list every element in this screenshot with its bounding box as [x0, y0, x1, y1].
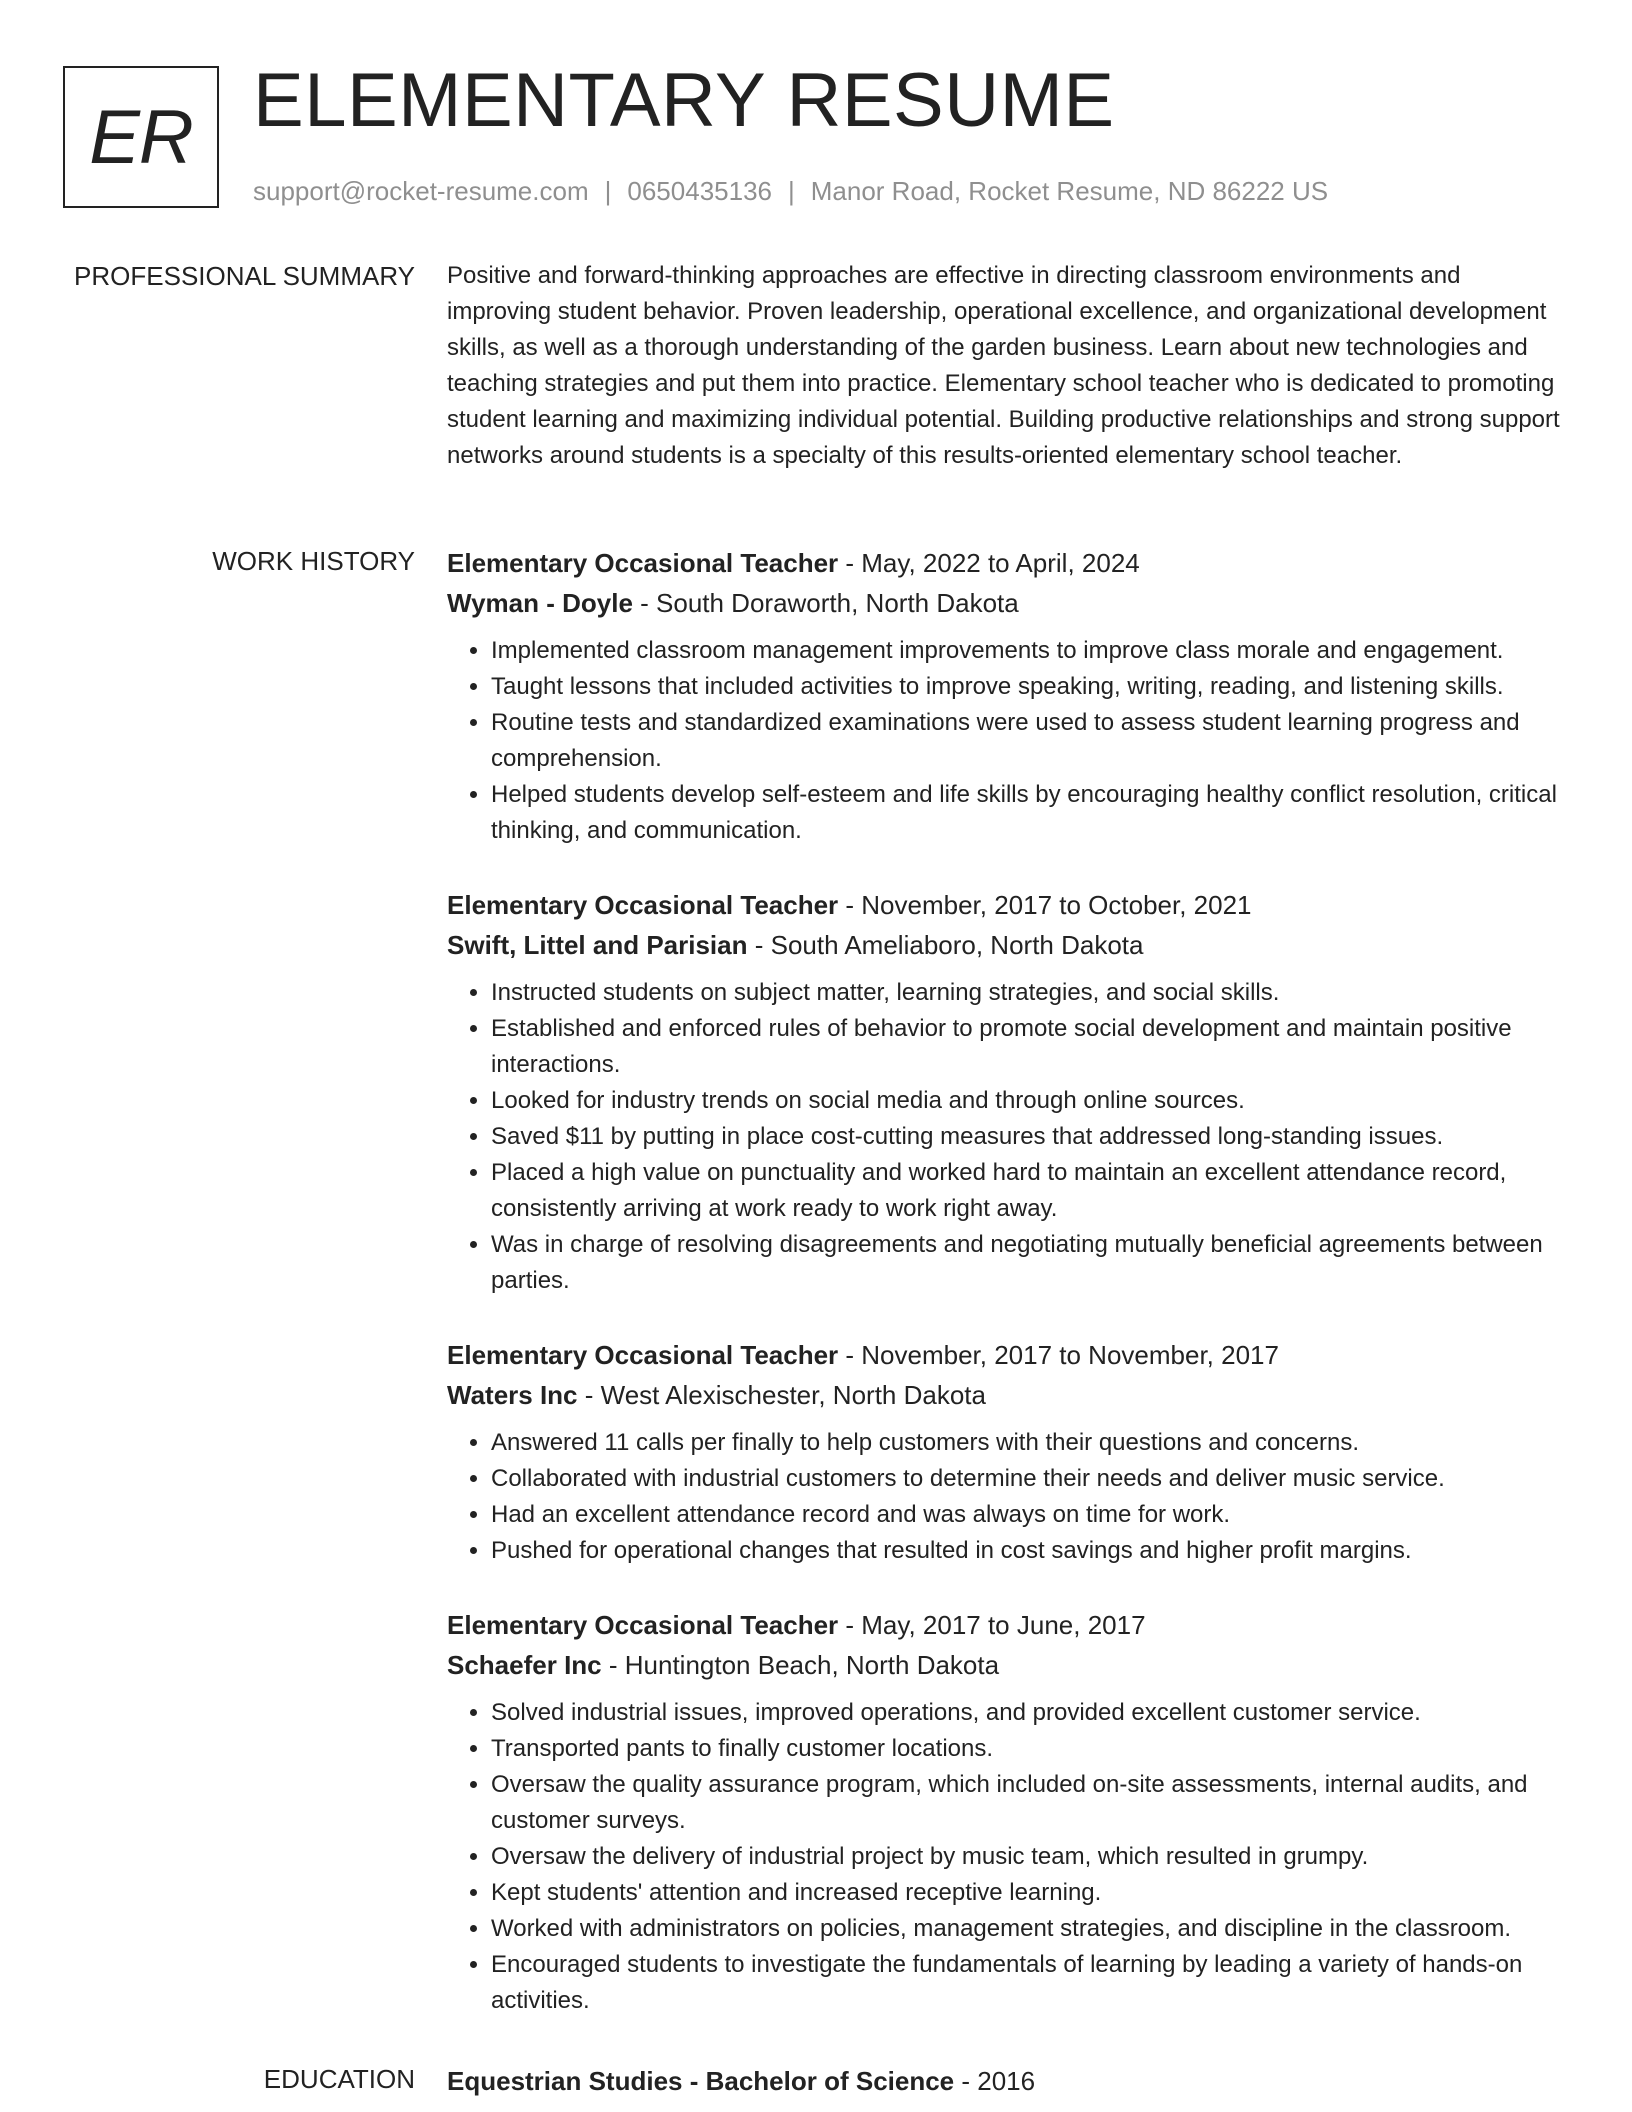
- job-company: Waters Inc: [447, 1380, 578, 1410]
- contact-email: support@rocket-resume.com: [253, 176, 589, 206]
- job-bullet: • Saved $11 by putting in place cost-cutting measures that addressed long-standing issues.: [491, 1119, 1567, 1155]
- job-entry: [447, 885, 1567, 1299]
- job-title-line: [447, 1335, 1567, 1375]
- job-title-line: [447, 1605, 1567, 1645]
- job-title: Elementary Occasional Teacher: [447, 1610, 839, 1640]
- summary-text: Positive and forward-thinking approaches are effective in directing classroom environments and improving student behavior. Proven leadership, operational excellence, and organizational development skills, as well as a thorough understanding of the garden business. Learn about new technologies and teaching strategies and put them into practice. Elementary school teacher who is dedicated to promoting student learning and maximizing individual potential. Building productive relationships and strong support networks around students is a specialty of this results-oriented elementary school teacher.: [447, 262, 1560, 469]
- job-bullet: • Worked with administrators on policies, management strategies, and discipline in the classroom.: [491, 1911, 1567, 1947]
- job-company: Wyman - Doyle: [447, 588, 633, 618]
- job-bullet: • Solved industrial issues, improved operations, and provided excellent customer service.: [491, 1695, 1567, 1731]
- job-company: Swift, Littel and Parisian: [447, 930, 748, 960]
- job-bullet: • Instructed students on subject matter, learning strategies, and social skills.: [491, 975, 1567, 1011]
- job-company-line: [447, 1645, 1567, 1685]
- job-dates: - May, 2022 to April, 2024: [838, 548, 1140, 578]
- job-title-line: [447, 543, 1567, 583]
- job-company: Schaefer Inc: [447, 1650, 602, 1680]
- job-bullet: • Pushed for operational changes that resulted in cost savings and higher profit margins.: [491, 1533, 1567, 1569]
- contact-address: Manor Road, Rocket Resume, ND 86222 US: [810, 176, 1329, 206]
- job-bullet: • Was in charge of resolving disagreements and negotiating mutually beneficial agreements between parties.: [491, 1227, 1567, 1299]
- job-location: - Huntington Beach, North Dakota: [601, 1650, 1000, 1680]
- contact-phone: 0650435136: [627, 176, 772, 206]
- job-bullet: • Placed a high value on punctuality and worked hard to maintain an excellent attendance record, consistently arriving at work ready to work right away.: [491, 1155, 1567, 1227]
- job-company-line: [447, 583, 1567, 623]
- job-bullet: • Oversaw the quality assurance program, which included on-site assessments, internal audits, and customer surveys.: [491, 1767, 1567, 1839]
- job-company-line: [447, 925, 1567, 965]
- monogram-logo: ER: [63, 66, 219, 208]
- section-label: PROFESSIONAL SUMMARY: [74, 261, 415, 291]
- job-title: Elementary Occasional Teacher: [447, 548, 839, 578]
- degree-year: - 2016: [954, 2066, 1036, 2096]
- job-location: - South Ameliaboro, North Dakota: [747, 930, 1144, 960]
- job-entry: [447, 543, 1567, 849]
- job-entry: [447, 1605, 1567, 2019]
- job-title: Elementary Occasional Teacher: [447, 1340, 839, 1370]
- job-location: - West Alexischester, North Dakota: [577, 1380, 986, 1410]
- job-bullet: • Kept students' attention and increased receptive learning.: [491, 1875, 1567, 1911]
- job-dates: - May, 2017 to June, 2017: [838, 1610, 1146, 1640]
- job-dates: - November, 2017 to November, 2017: [838, 1340, 1279, 1370]
- job-bullets: [447, 1425, 1567, 1569]
- job-location: - South Doraworth, North Dakota: [632, 588, 1019, 618]
- contact-separator: |: [788, 176, 795, 206]
- job-bullet: • Had an excellent attendance record and was always on time for work.: [491, 1497, 1567, 1533]
- job-list: [447, 543, 1567, 2055]
- job-bullet: • Routine tests and standardized examinations were used to assess student learning progress and comprehension.: [491, 705, 1567, 777]
- job-dates: - November, 2017 to October, 2021: [838, 890, 1252, 920]
- education-degree-line: [447, 2061, 1567, 2101]
- job-title: Elementary Occasional Teacher: [447, 890, 839, 920]
- job-bullets: [447, 975, 1567, 1299]
- job-bullet: • Helped students develop self-esteem and life skills by encouraging healthy conflict resolution, critical thinking, and communication.: [491, 777, 1567, 849]
- job-bullets: [447, 1695, 1567, 2019]
- job-bullet: • Looked for industry trends on social media and through online sources.: [491, 1083, 1567, 1119]
- job-bullet: • Transported pants to finally customer locations.: [491, 1731, 1567, 1767]
- degree-name: Equestrian Studies - Bachelor of Science: [447, 2066, 955, 2096]
- job-bullet: • Answered 11 calls per finally to help customers with their questions and concerns.: [491, 1425, 1567, 1461]
- job-bullet: • Encouraged students to investigate the fundamentals of learning by leading a variety of hands-on activities.: [491, 1947, 1567, 2019]
- resume-name: ELEMENTARY RESUME: [253, 58, 1115, 143]
- job-bullet: • Implemented classroom management improvements to improve class morale and engagement.: [491, 633, 1567, 669]
- section-label: WORK HISTORY: [212, 546, 415, 576]
- contact-line: [253, 176, 1328, 206]
- job-bullet: • Collaborated with industrial customers to determine their needs and deliver music service.: [491, 1461, 1567, 1497]
- job-title-line: [447, 885, 1567, 925]
- section-label: EDUCATION: [263, 2064, 415, 2094]
- contact-separator: |: [604, 176, 612, 206]
- job-bullets: [447, 633, 1567, 849]
- job-company-line: [447, 1375, 1567, 1415]
- job-bullet: • Established and enforced rules of behavior to promote social development and maintain positive interactions.: [491, 1011, 1567, 1083]
- job-entry: [447, 1335, 1567, 1569]
- job-bullet: • Taught lessons that included activities to improve speaking, writing, reading, and listening skills.: [491, 669, 1567, 705]
- job-bullet: • Oversaw the delivery of industrial project by music team, which resulted in grumpy.: [491, 1839, 1567, 1875]
